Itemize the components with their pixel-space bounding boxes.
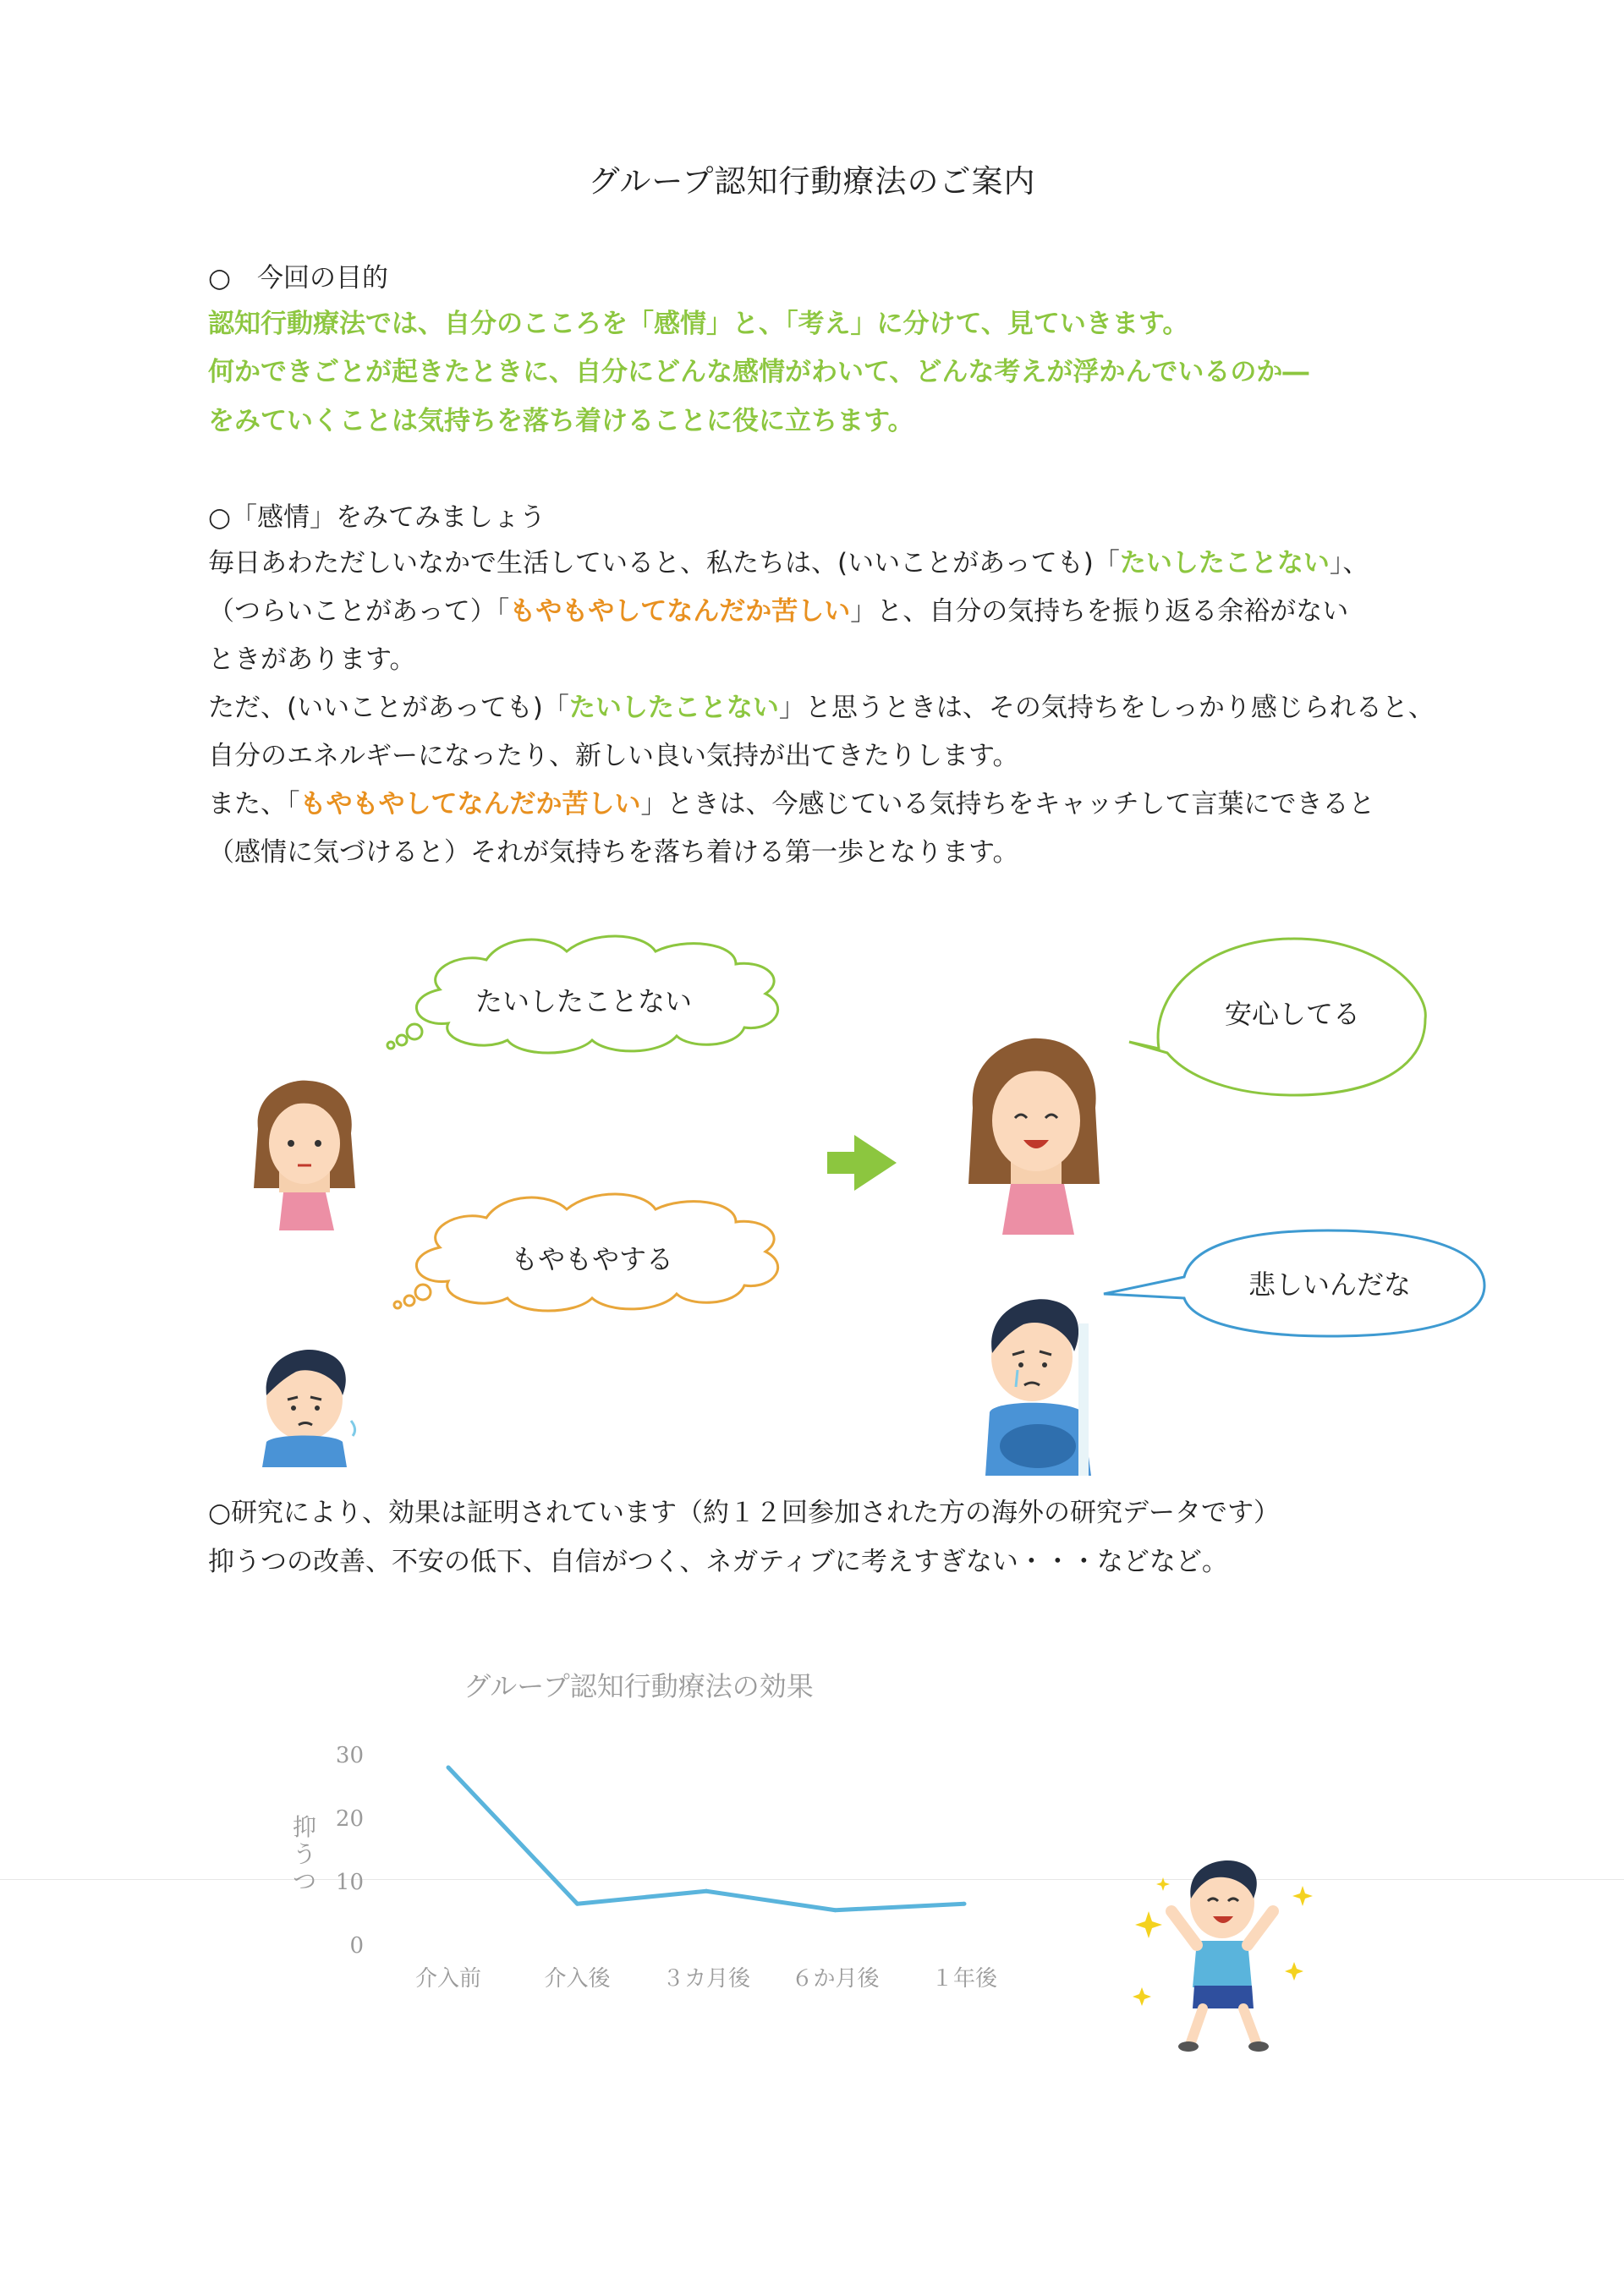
emotion-paragraph-line-7: （感情に気づけると）それが気持ちを落ち着ける第一歩となります。	[208, 837, 1019, 868]
purpose-heading: ○ 今回の目的	[208, 263, 389, 293]
x-axis-ticks	[415, 1966, 998, 1992]
data-point	[575, 1902, 579, 1906]
highlight-bad: もやもやしてなんだか苦しい	[299, 789, 641, 819]
x-tick-label: 介入前	[414, 1966, 482, 1992]
purpose-line-2: 何かできごとが起きたときに、自分にどんな感情がわいて、どんな考えが浮かんでいるのか―	[208, 357, 1309, 387]
purpose-line-3: をみていくことは気持ちを落ち着けることに役に立ちます。	[208, 406, 914, 436]
bubble-text-relieved: 安心してる	[1224, 998, 1361, 1030]
y-tick-label: 20	[335, 1806, 364, 1832]
y-tick-label: 30	[335, 1743, 364, 1768]
data-point	[963, 1902, 967, 1906]
text-span: 」、	[1329, 548, 1369, 578]
y-axis-ticks	[336, 1743, 364, 1959]
boy-worried-illustration	[262, 1350, 355, 1467]
highlight-bad: もやもやしてなんだか苦しい	[509, 596, 851, 627]
text-span: 毎日あわただしいなかで生活していると、私たちは、(いいことがあっても)「	[208, 548, 1120, 578]
x-tick-label: 介入後	[544, 1966, 611, 1992]
y-axis-label-char: 抑	[292, 1813, 317, 1841]
bubble-text-bad: もやもやする	[510, 1243, 674, 1275]
data-point	[705, 1889, 709, 1893]
effect-line-chart	[254, 1658, 1032, 1996]
emotion-heading: ○「感情」をみてみましょう	[208, 502, 546, 533]
boy-sad-illustration	[985, 1299, 1091, 1476]
y-tick-label: 0	[349, 1933, 364, 1959]
y-axis-label	[293, 1813, 316, 1895]
series-points	[447, 1766, 967, 1913]
purpose-line-1: 認知行動療法では、自分のこころを「感情」と、「考え」に分けて、見ていきます。	[208, 309, 1189, 339]
chart-title: グループ認知行動療法の効果	[464, 1670, 814, 1702]
illustration	[0, 913, 1624, 1488]
research-line-2: 抑うつの改善、不安の低下、自信がつく、ネガティブに考えすぎない・・・などなど。	[208, 1547, 1228, 1577]
emotion-paragraph-line-6	[208, 782, 1375, 820]
emotion-paragraph-line-5: 自分のエネルギーになったり、新しい良い気持が出てきたりします。	[208, 741, 1019, 771]
woman-happy-illustration	[968, 1038, 1100, 1235]
series-line	[448, 1767, 964, 1910]
bubble-text-sad: 悲しいんだな	[1248, 1269, 1412, 1301]
data-point	[447, 1766, 451, 1770]
y-axis-label-char: う	[292, 1840, 317, 1868]
emotion-paragraph-line-3: ときがあります。	[208, 644, 416, 675]
y-axis-label-char: つ	[292, 1867, 317, 1895]
text-span: また、「	[208, 789, 300, 819]
woman-neutral-illustration	[254, 1081, 355, 1230]
data-point	[833, 1908, 837, 1912]
text-span: ただ、(いいことがあっても)「	[208, 693, 569, 723]
text-span: （つらいことがあって）「	[208, 596, 510, 627]
x-tick-label: ６か月後	[791, 1966, 880, 1992]
x-tick-label: １年後	[930, 1966, 998, 1992]
emotion-paragraph-line-1	[208, 541, 1369, 579]
text-span: 」と思うときは、その気持ちをしっかり感じられると、	[778, 693, 1435, 723]
y-tick-label: 10	[335, 1870, 364, 1895]
research-line-1: ○研究により、効果は証明されています（約１２回参加された方の海外の研究データです）	[208, 1498, 1281, 1528]
x-tick-label: ３カ月後	[661, 1966, 751, 1992]
text-span: 」と、自分の気持ちを振り返る余裕がない	[850, 596, 1349, 627]
emotion-paragraph-line-4	[208, 686, 1435, 724]
bubble-text-good: たいしたことない	[475, 985, 693, 1017]
boy-happy-illustration	[1125, 1852, 1320, 2072]
arrow-right-icon	[827, 1135, 897, 1191]
page-title: グループ認知行動療法のご案内	[588, 163, 1036, 200]
emotion-paragraph-line-2	[208, 589, 1348, 627]
highlight-good: たいしたことない	[1119, 548, 1330, 578]
text-span: 」ときは、今感じている気持ちをキャッチして言葉にできると	[640, 789, 1375, 819]
highlight-good: たいしたことない	[568, 693, 779, 723]
